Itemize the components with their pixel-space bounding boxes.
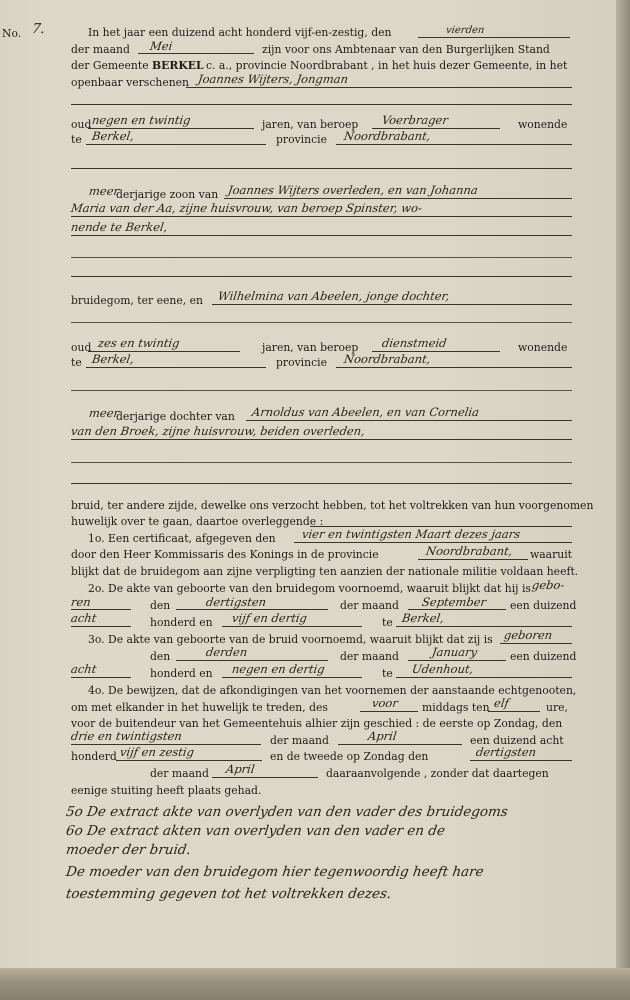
rule [71, 235, 572, 236]
rule [212, 304, 572, 305]
bride-province: Noordbrabant, [343, 352, 432, 366]
bride-name: Wilhelmina van Abeelen, jonge dochter, [217, 289, 451, 303]
rule [222, 626, 362, 627]
gemeente-name: BERKEL [152, 59, 204, 72]
intro-line-1: In het jaar een duizend acht honderd vijf-en-zestig, den [88, 26, 392, 39]
banns-year: vijf en zestig [119, 745, 196, 759]
maand-label: der maand [340, 599, 399, 612]
den-label-2: den [150, 650, 171, 663]
record-number-label: No. [2, 27, 22, 40]
rule [222, 677, 362, 678]
groom-age: negen en twintig [91, 113, 192, 127]
een-duizend-label-2: een duizend [510, 650, 577, 663]
banns-second-day: dertigsten [475, 745, 538, 759]
groom-parents-label: derjarige zoon van [116, 188, 219, 201]
den-label: den [150, 599, 171, 612]
rule [71, 609, 131, 610]
rule [488, 711, 540, 712]
month-written: Mei [149, 39, 174, 53]
rule [396, 626, 572, 627]
addition-line-5: toestemming gegeven tot het voltrekken dezes. [64, 886, 393, 902]
rule [71, 439, 572, 440]
honderd-en-label: honderd en [150, 616, 213, 629]
te-label: te [382, 616, 393, 629]
rule [71, 322, 572, 323]
addition-line-3: moeder der bruid. [64, 842, 192, 858]
book-binding [616, 0, 630, 1000]
banns-following: daaraanvolgende , zonder dat daartegen [326, 767, 549, 780]
bride-birth-label: 3o. De akte van geboorte van de bruid voornoemd, waaruit blijkt dat zij is [88, 633, 493, 646]
rule [86, 367, 266, 368]
bride-parents-line-2: van den Broek, zijne huisvrouw, beiden overleden, [70, 424, 366, 438]
banns-second-label: en de tweede op Zondag den [270, 750, 429, 763]
bride-residence: Berkel, [91, 352, 135, 366]
day-written: vierden [445, 25, 486, 36]
rule [408, 660, 506, 661]
bride-birth-word: geboren [503, 628, 554, 642]
rule [338, 744, 462, 745]
banns-line-2a: om met elkander in het huwelijk te treden, des [71, 701, 328, 714]
groom-birth-month: September [421, 595, 488, 609]
certificate-province: Noordbrabant, [425, 544, 514, 558]
bride-label: bruidegom, ter eene, en [71, 294, 203, 307]
intro-line-4: openbaar verschenen [71, 76, 190, 89]
rule [71, 104, 572, 105]
groom-parent-pre: meer [88, 184, 121, 198]
banns-honderd: honderd [71, 750, 117, 763]
rule [86, 144, 266, 145]
rule [294, 542, 572, 543]
rule [71, 462, 572, 463]
groom-parents-line-3: nende te Berkel, [70, 220, 169, 234]
banns-second-month: April [225, 762, 256, 776]
rule [71, 276, 572, 277]
rule [186, 87, 572, 88]
rule [71, 216, 572, 217]
addition-line-2: 6o De extract akten van overlyden van den vader en de [64, 823, 447, 839]
intro-line-3a: der Gemeente [71, 59, 149, 72]
bride-birth-year: negen en dertig [231, 662, 326, 676]
banns-line-3: voor de buitendeur van het Gemeentehuis alhier zijn geschied : de eerste op Zondag, den [71, 717, 563, 730]
bride-age-label: oud [71, 341, 92, 354]
bride-province-label: provincie [276, 356, 327, 369]
record-number: 7. [30, 21, 47, 37]
groom-province-label: provincie [276, 133, 327, 146]
bride-parents-label: derjarige dochter van [116, 410, 235, 423]
bride-residing-label: wonende [518, 341, 568, 354]
rule [71, 257, 572, 258]
certificate-line-3: blijkt dat de bruidegom aan zijne verpligting ten aanzien der nationale militie voldaan heeft. [71, 565, 579, 578]
groom-parents-line-2: Maria van der Aa, zijne huisvrouw, van beroep Spinster, wo- [70, 201, 423, 215]
certificate-date: vier en twintigsten Maart dezes jaars [301, 527, 522, 541]
rule [418, 559, 528, 560]
rule [71, 390, 572, 391]
groom-occupation-label: jaren, van beroep [262, 118, 359, 131]
rule [71, 483, 572, 484]
addition-line-1: 5o De extract akte van overlyden van den vader des bruidegoms [64, 804, 509, 820]
maand-label-2: der maand [340, 650, 399, 663]
rule [71, 677, 131, 678]
rule [71, 626, 131, 627]
banns-line-2b: middags ten [422, 701, 490, 714]
groom-birth-label: 2o. De akte van geboorte van den bruidegom voornoemd, waaruit blijkt dat hij is [88, 582, 531, 595]
rule [138, 53, 254, 54]
bride-birth-day: derden [205, 645, 249, 659]
bride-birth-place: Udenhout, [411, 662, 475, 676]
bride-te-label: te [71, 356, 82, 369]
groom-parents-line-1: Joannes Wijters overleden, en van Johanna [227, 183, 479, 197]
maand-label-3: der maand [270, 734, 329, 747]
groom-birth-place: Berkel, [401, 611, 445, 625]
rule [360, 711, 418, 712]
banns-hour: elf [493, 696, 510, 710]
groom-residing-label: wonende [518, 118, 568, 131]
bride-birth-month: January [431, 645, 479, 659]
groom-birth-acht: acht [70, 611, 98, 625]
rule [246, 420, 572, 421]
certificate-line-2b: waaruit [530, 548, 573, 561]
groom-birth-year: vijf en dertig [231, 611, 308, 625]
certificate-line-2a: door den Heer Kommissaris des Konings in de provincie [71, 548, 379, 561]
honderd-en-label-2: honderd en [150, 667, 213, 680]
bride-birth-acht: acht [70, 662, 98, 676]
rule [116, 760, 262, 761]
groom-birth-day: dertigsten [205, 595, 268, 609]
groom-birth-word-2: ren [70, 595, 92, 609]
groom-province: Noordbrabant, [343, 129, 432, 143]
intro-line-3b: c. a., provincie Noordbrabant , in het huis dezer Gemeente, in het [206, 59, 568, 72]
rule [500, 643, 572, 644]
rule [336, 144, 572, 145]
banns-eenduizend-acht: een duizend acht [470, 734, 564, 747]
groom-birth-word: gebo- [531, 578, 566, 592]
bride-parent-pre: meer [88, 406, 121, 420]
rule [71, 168, 572, 169]
intro-line-2b: zijn voor ons Ambtenaar van den Burgerlijken Stand [262, 43, 550, 56]
rule [418, 37, 570, 38]
bride-parents-line-1: Arnoldus van Abeelen, en van Cornelia [251, 405, 481, 419]
body-line-2: huwelijk over te gaan, daartoe overleggende : [71, 515, 324, 528]
bride-age: zes en twintig [97, 336, 181, 350]
groom-occupation: Voerbrager [381, 113, 449, 127]
bride-occupation-label: jaren, van beroep [262, 341, 359, 354]
te-label-2: te [382, 667, 393, 680]
rule [408, 609, 506, 610]
intro-line-2a: der maand [71, 43, 130, 56]
banns-last: eenige stuiting heeft plaats gehad. [71, 784, 262, 797]
banns-line-2c: ure, [546, 701, 568, 714]
banns-label: 4o. De bewijzen, dat de afkondigingen van het voornemen der aanstaande echtgenooten, [88, 684, 577, 697]
rule [224, 198, 572, 199]
maand-label-4: der maand [150, 767, 209, 780]
banns-time: voor [371, 696, 399, 710]
banns-first-day: drie en twintigsten [70, 729, 183, 743]
rule [176, 609, 328, 610]
certificate-label: 1o. Een certificaat, afgegeven den [88, 532, 276, 545]
banns-first-month: April [367, 729, 398, 743]
rule [396, 677, 572, 678]
groom-te-label: te [71, 133, 82, 146]
een-duizend-label: een duizend [510, 599, 577, 612]
groom-residence: Berkel, [91, 129, 135, 143]
groom-name: Joannes Wijters, Jongman [197, 72, 350, 86]
addition-line-4: De moeder van den bruidegom hier tegenwoordig heeft hare [64, 864, 485, 880]
page-bottom-edge [0, 968, 630, 1000]
rule [470, 760, 572, 761]
body-line-1: bruid, ter andere zijde, dewelke ons verzocht hebben, tot het voltrekken van hun voorgenomen [71, 499, 594, 512]
rule [336, 367, 572, 368]
groom-age-label: oud [71, 118, 92, 131]
bride-occupation: dienstmeid [381, 336, 448, 350]
rule [212, 777, 318, 778]
rule [176, 660, 328, 661]
